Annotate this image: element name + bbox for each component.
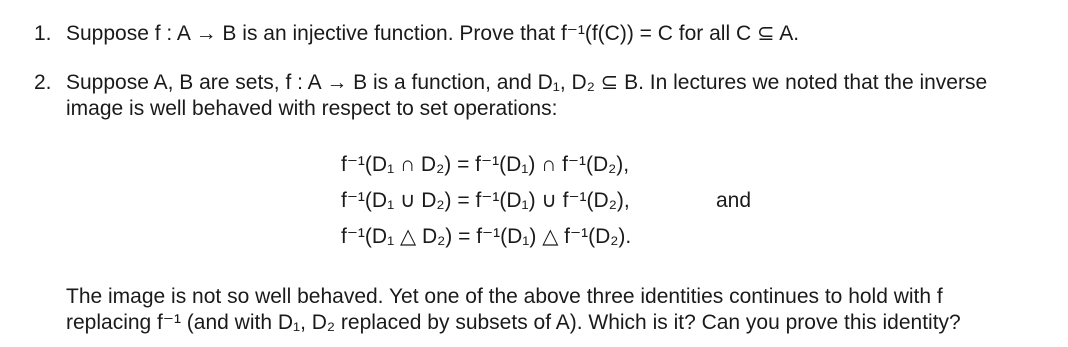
and-label: and: [716, 189, 752, 212]
identity-intersection: f⁻¹(D₁ ∩ D₂) = f⁻¹(D₁) ∩ f⁻¹(D₂),: [341, 153, 630, 176]
identity-union: f⁻¹(D₁ ∪ D₂) = f⁻¹(D₁) ∪ f⁻¹(D₂),: [341, 189, 630, 212]
problem-2-paragraph-line-2: replacing f⁻¹ (and with D₁, D₂ replaced by subsets of A). Which is it? Can you prove this identity?: [66, 311, 961, 334]
problem-1: [34, 21, 1048, 47]
problem-2-paragraph: [34, 284, 1048, 336]
problem-1-text: Suppose f : A → B is an injective function. Prove that f⁻¹(f(C)) = C for all C ⊆ A.: [66, 22, 800, 45]
problem-2-paragraph-line-1: The image is not so well behaved. Yet one of the above three identities continues to hold with f: [66, 285, 943, 308]
problem-2-line-2: image is well behaved with respect to set operations:: [66, 97, 558, 120]
problem-2-line-1: Suppose A, B are sets, f : A → B is a function, and D₁, D₂ ⊆ B. In lectures we noted that the inverse: [66, 71, 988, 94]
problem-2-number: 2.: [34, 71, 52, 94]
problem-2: [34, 70, 1048, 122]
problem-1-number: 1.: [34, 22, 52, 45]
identity-symmetric-difference: f⁻¹(D₁ △ D₂) = f⁻¹(D₁) △ f⁻¹(D₂).: [341, 225, 632, 248]
